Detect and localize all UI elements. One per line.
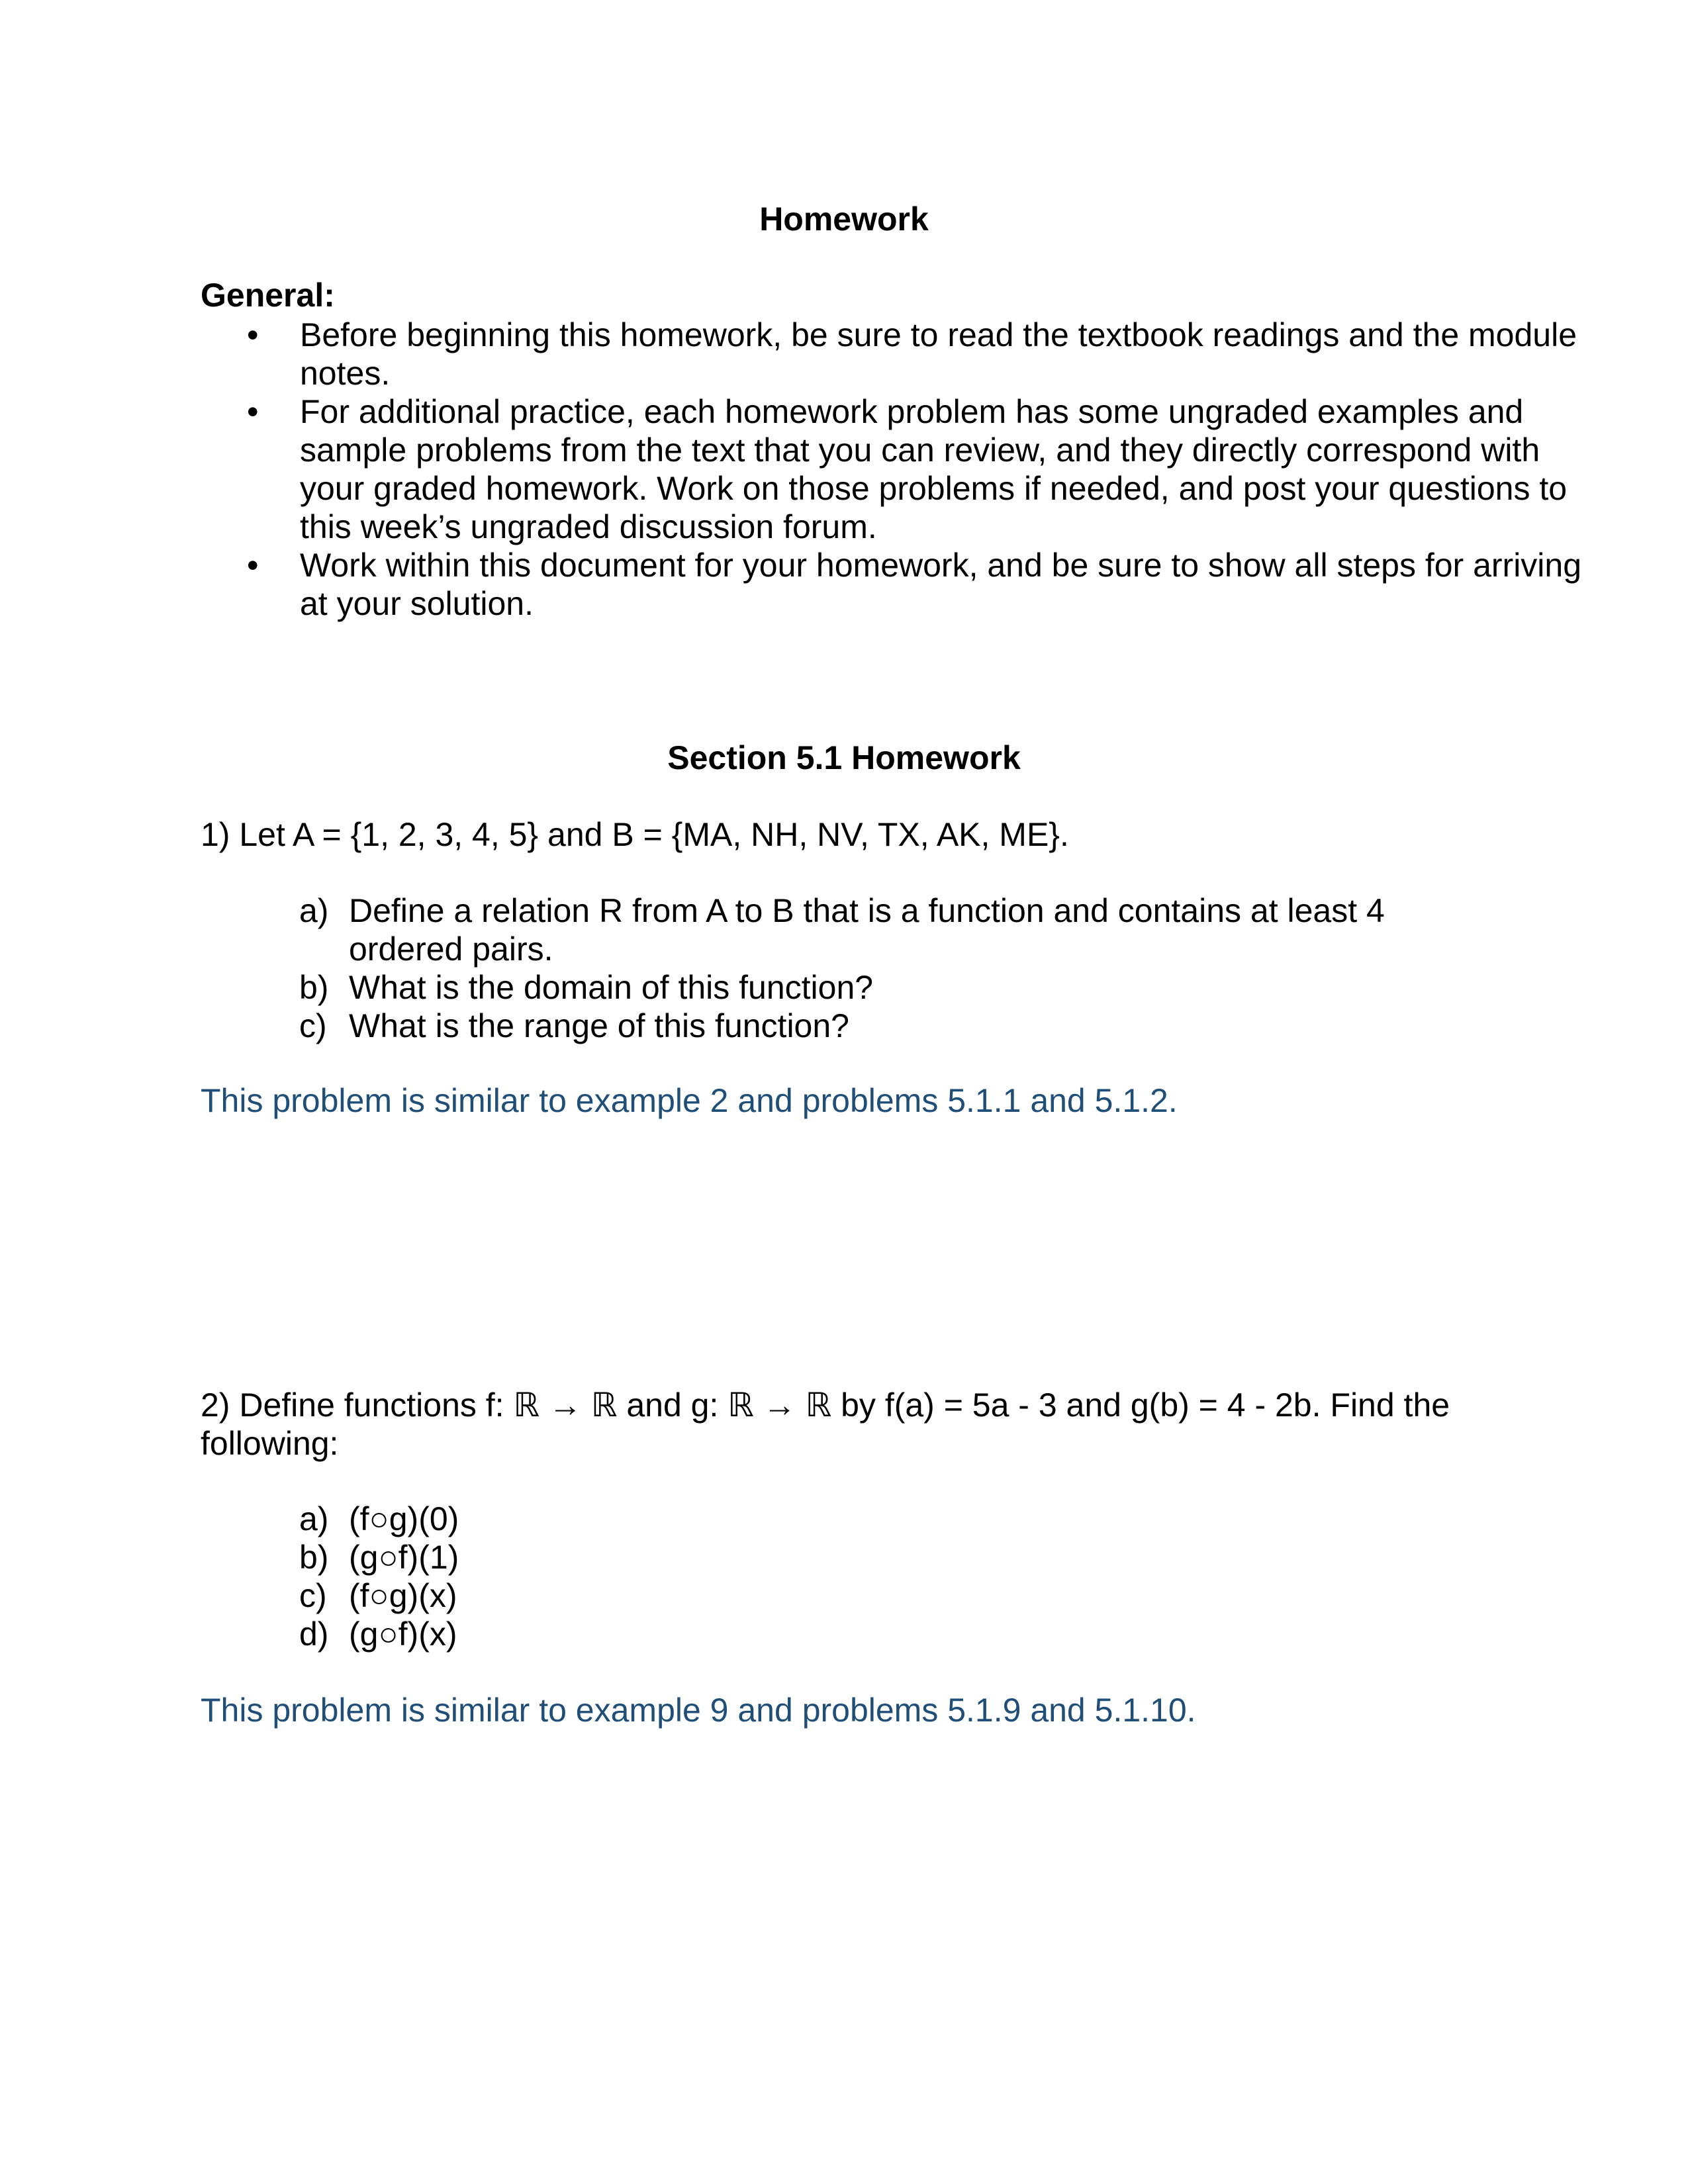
general-bullet-list bbox=[201, 316, 1584, 623]
part-text: (g○f)(1) bbox=[349, 1539, 459, 1576]
part-label: b) bbox=[299, 1539, 329, 1576]
problem-2-prompt: 2) Define functions f: ℝ → ℝ and g: ℝ → ℝ by f(a) = 5a - 3 and g(b) = 4 - 2b. Find the following: bbox=[201, 1387, 1450, 1462]
bullet-text: Before beginning this homework, be sure to read the textbook readings and the module notes. bbox=[300, 316, 1577, 392]
part-text: What is the domain of this function? bbox=[349, 969, 874, 1006]
section-heading: Section 5.1 Homework bbox=[667, 739, 1021, 776]
list-item bbox=[299, 1538, 1474, 1576]
bullet-text: Work within this document for your homework, and be sure to show all steps for arriving at your solution. bbox=[300, 547, 1582, 622]
bullet-icon: • bbox=[247, 393, 259, 430]
part-label: a) bbox=[299, 892, 329, 929]
general-heading: General: bbox=[201, 277, 335, 314]
part-text: (f○g)(x) bbox=[349, 1577, 457, 1614]
list-item bbox=[201, 392, 1584, 546]
list-item bbox=[299, 1615, 1474, 1653]
list-item bbox=[299, 891, 1474, 968]
part-text: (g○f)(x) bbox=[349, 1615, 457, 1653]
problem-1-prompt: 1) Let A = {1, 2, 3, 4, 5} and B = {MA, NH, NV, TX, AK, ME}. bbox=[201, 816, 1069, 853]
part-text: Define a relation R from A to B that is a function and contains at least 4 ordered pairs. bbox=[349, 892, 1385, 968]
problem-2-parts bbox=[299, 1500, 1474, 1653]
part-label: c) bbox=[299, 1577, 327, 1614]
problem-1-parts bbox=[299, 891, 1474, 1045]
problem-1-note: This problem is similar to example 2 and problems 5.1.1 and 5.1.2. bbox=[201, 1082, 1178, 1119]
bullet-text: For additional practice, each homework problem has some ungraded examples and sample problems from the text that you can review, and they directly correspond with your graded homework. Work on those problems if needed, and post your questions to this week’s ungraded discussion forum. bbox=[300, 393, 1568, 545]
part-label: b) bbox=[299, 969, 329, 1006]
part-text: What is the range of this function? bbox=[349, 1007, 849, 1044]
part-label: d) bbox=[299, 1615, 329, 1653]
part-label: a) bbox=[299, 1500, 329, 1537]
list-item bbox=[299, 968, 1474, 1007]
bullet-icon: • bbox=[247, 547, 259, 584]
problem-2-note: This problem is similar to example 9 and problems 5.1.9 and 5.1.10. bbox=[201, 1692, 1196, 1729]
page-title: Homework bbox=[759, 201, 929, 238]
list-item bbox=[201, 316, 1584, 392]
list-item bbox=[299, 1576, 1474, 1615]
bullet-icon: • bbox=[247, 316, 259, 353]
list-item bbox=[299, 1007, 1474, 1045]
list-item bbox=[299, 1500, 1474, 1538]
part-text: (f○g)(0) bbox=[349, 1500, 459, 1537]
list-item bbox=[201, 546, 1584, 623]
part-label: c) bbox=[299, 1007, 327, 1044]
